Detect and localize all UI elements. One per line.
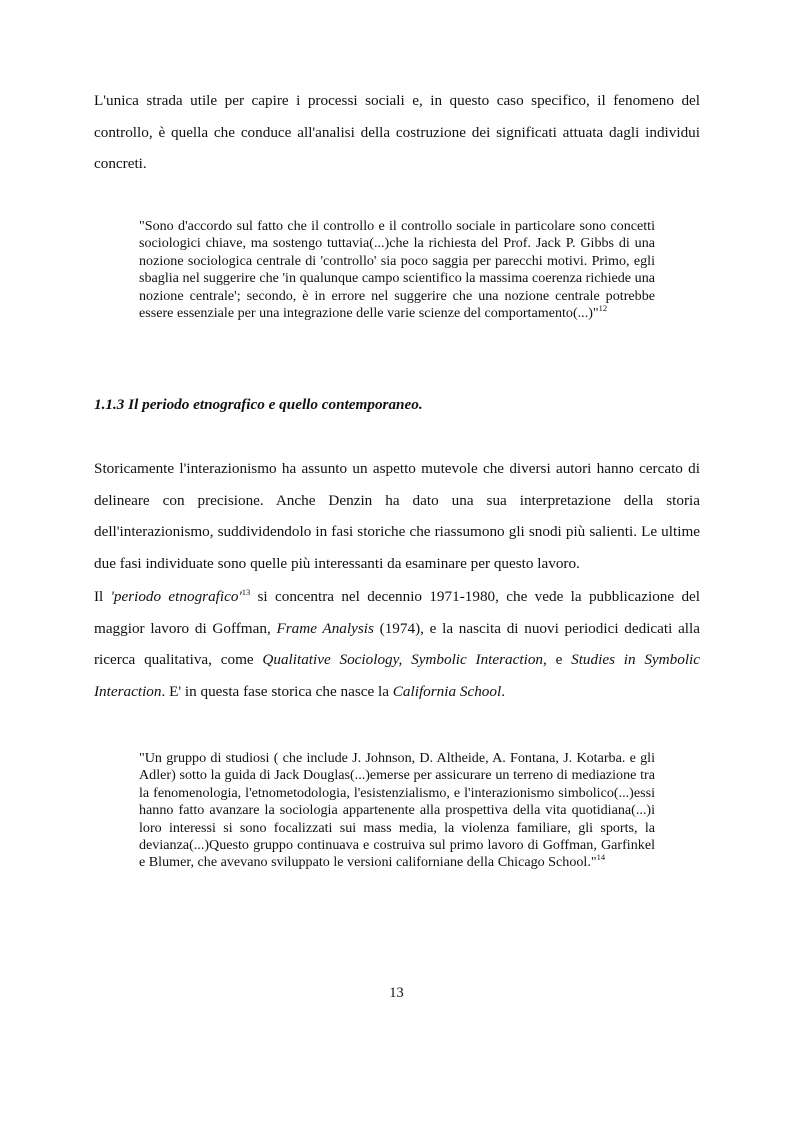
footnote-ref-12[interactable]: 12 <box>598 303 608 314</box>
work-frame-analysis: Frame Analysis <box>276 619 374 637</box>
journal-studies: Studies in Symbolic Interaction <box>94 651 700 700</box>
quote-1-text: "Sono d'accordo sul fatto che il controllo e il controllo sociale in particolare sono concetti sociologici chiave, ma sostengo tuttavia(...)che la richiesta del Prof. Jack P. Gibbs di una nozione sociologica centrale di 'controllo' sia poco saggia per parecchi motivi. Primo, egli sbaglia nel suggerire che 'in qualunque campo scientifico la massima coerenza richiede una nozione centrale'; secondo, è in errore nel suggerire che una nozione centrale potrebbe essere essenziale per una integrazione delle varie scienze del comportamento(...)" <box>139 218 655 322</box>
block-quote-2 <box>139 750 655 872</box>
para-3-part-4: . E' in questa fase storica che nasce la <box>161 682 393 700</box>
journal-titles: Qualitative Sociology, Symbolic Interaction, <box>262 651 547 669</box>
page-number: 13 <box>389 985 404 1001</box>
quote-2-text: "Un gruppo di studiosi ( che include J. Johnson, D. Altheide, A. Fontana, J. Kotarba. e gli Adler) sotto la guida di Jack Douglas(...)emerse per assicurare un terreno di mediazione tra la fenomenologia, l'etnometodologia, l'esistenzialismo, e l'interazionismo simbolico(...)essi hanno fatto avanzare la sociologia appartenente alla prospettiva della vita quotidiana(...)i loro interessi si sono focalizzati sui mass media, la violenza familiare, gli sports, la devianza(...)Questo gruppo continuava e costruiva sul primo lavoro di Goffman, Garfinkel e Blumer, che avevano sviluppato le versioni californiane della Chicago School." <box>139 750 655 871</box>
para-3-part-3: e <box>546 651 572 669</box>
footnote-ref-13[interactable]: 13 <box>241 587 251 597</box>
term-periodo-etnografico: 'periodo etnografico' <box>110 588 242 605</box>
footnote-ref-14[interactable]: 14 <box>596 852 606 863</box>
para-3-part-2: (1974), e la nascita di nuovi periodici dedicati alla ricerca qualitativa, come <box>94 619 700 669</box>
body-paragraph-1: L'unica strada utile per capire i processi sociali e, in questo caso specifico, il fenomeno del controllo, è quella che conduce all'analisi della costruzione dei significati attuata dagli individui concreti. <box>94 92 700 173</box>
body-paragraph-2: Storicamente l'interazionismo ha assunto un aspetto mutevole che diversi autori hanno cercato di delineare con precisione. Anche Denzin ha dato una sua interpretazione della storia dell'interazionismo, suddividendolo in fasi storiche che riassumono gli snodi più salienti. Le ultime due fasi individuate sono quelle più interessanti da esaminare per questo lavoro. <box>94 460 700 572</box>
para-3-prefix: Il <box>94 588 111 605</box>
california-school: California School <box>392 682 502 700</box>
para-3-part-5: . <box>501 682 506 700</box>
block-quote-1 <box>139 218 655 322</box>
para-3-part-1: si concentra nel decennio 1971-1980, che vede la pubblicazione del maggior lavoro di Goffman, <box>94 588 701 637</box>
body-paragraph-3 <box>94 581 700 707</box>
section-heading: 1.1.3 Il periodo etnografico e quello contemporaneo. <box>94 396 423 413</box>
